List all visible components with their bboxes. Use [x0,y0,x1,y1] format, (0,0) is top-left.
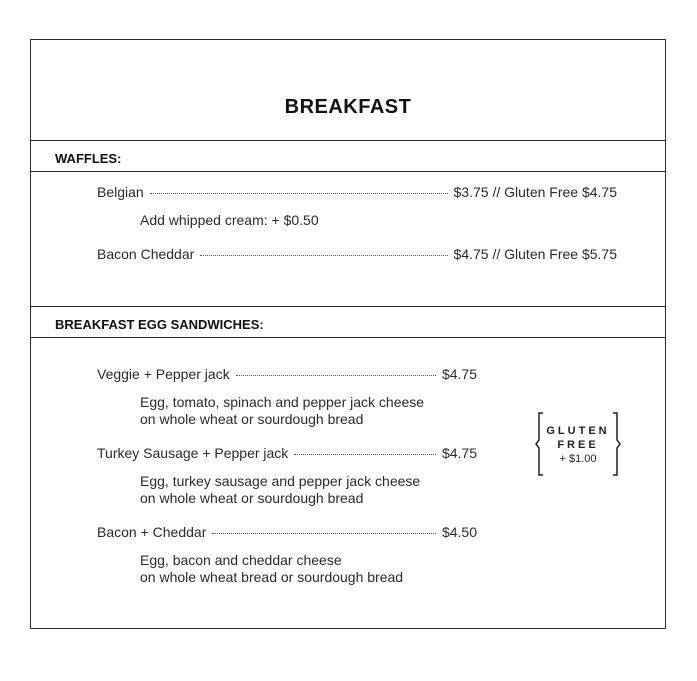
dot-leader [150,193,448,194]
description-line: Egg, tomato, spinach and pepper jack cheese [140,394,425,410]
item-name: Bacon + Cheddar [97,524,207,540]
item-name: Belgian [97,184,144,200]
menu-item-belgian [97,184,617,200]
menu-item-bacon-cheddar-sandwich [97,524,477,540]
gluten-free-badge [535,412,621,476]
description-line: Egg, turkey sausage and pepper jack cheese [140,473,421,489]
description-line: on whole wheat or sourdough bread [140,490,364,506]
description-line: on whole wheat or sourdough bread [140,411,364,427]
item-name: Bacon Cheddar [97,246,195,262]
divider [31,171,665,172]
waffles-heading: WAFFLES: [55,151,122,166]
sandwiches-heading: BREAKFAST EGG SANDWICHES: [55,317,264,332]
menu-item-bacon-cheddar [97,246,617,262]
badge-price: + $1.00 [559,453,597,465]
divider [31,140,665,141]
dot-leader [236,375,436,376]
dot-leader [200,255,447,256]
divider [31,306,665,307]
badge-text [535,424,621,467]
menu-item-turkey-sausage [97,445,477,461]
dot-leader [294,454,436,455]
item-name: Turkey Sausage + Pepper jack [97,445,289,461]
dot-leader [212,533,436,534]
description-line: Egg, bacon and cheddar cheese [140,552,342,568]
divider [31,337,665,338]
menu-item-veggie [97,366,477,382]
badge-line: GLUTEN [546,425,610,437]
item-description [140,473,420,507]
item-note: Add whipped cream: + $0.50 [140,212,319,228]
menu-title: BREAKFAST [284,96,412,118]
item-name: Veggie + Pepper jack [97,366,230,382]
item-description [140,552,403,586]
badge-line: FREE [557,439,599,451]
item-price: $3.75 // Gluten Free $4.75 [453,184,617,200]
item-price: $4.75 [441,366,477,382]
item-price: $4.75 // Gluten Free $5.75 [453,246,617,262]
item-description [140,394,424,428]
right-brace-icon [611,412,621,476]
breakfast-menu [30,39,666,629]
item-price: $4.50 [441,524,477,540]
item-price: $4.75 [441,445,477,461]
description-line: on whole wheat bread or sourdough bread [140,569,404,585]
